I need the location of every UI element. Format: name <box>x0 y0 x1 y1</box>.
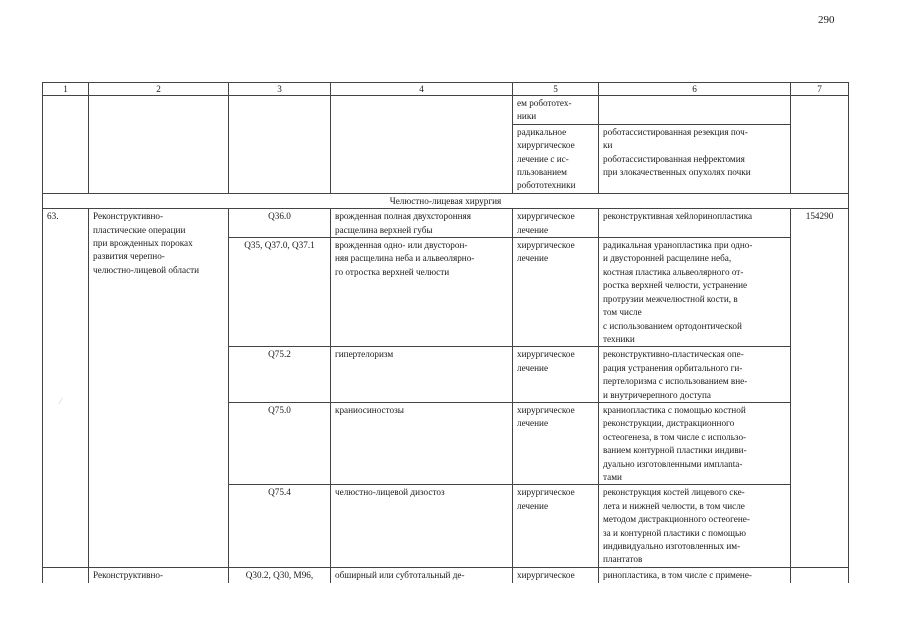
icd-codes-cell: Q35, Q37.0, Q37.1 <box>229 238 331 347</box>
table-row <box>43 96 849 125</box>
empty-cell <box>43 567 89 583</box>
icd-codes-cell: Q30.2, Q30, M96, <box>229 567 331 583</box>
item-number: 63. <box>43 209 89 568</box>
treatment-type-cell: хирургическое <box>513 567 599 583</box>
disease-cell: врожденная одно- или двусторон- няя расщелина неба и альвеолярно- го отростка верхней челюсти <box>331 238 513 347</box>
icd-codes-cell: Q36.0 <box>229 209 331 238</box>
item-name-cell: Реконструктивно- <box>89 567 229 583</box>
header-cell: 6 <box>599 83 791 96</box>
method-cell: реконструкция костей лицевого ске- лета и нижней челюсти, в том числе методом дистракционного остеогене- за и контурной пластики с помощью индивидуально изготовленных им- плантатов <box>599 485 791 567</box>
section-title: Челюстно-лицевая хирургия <box>43 193 849 208</box>
empty-cell <box>791 567 849 583</box>
treatment-type-cell: хирургическое лечение <box>513 238 599 347</box>
scan-mark: ⁄ <box>60 396 62 406</box>
empty-cell <box>43 96 89 194</box>
header-cell: 1 <box>43 83 89 96</box>
treatment-type-cell: хирургическое лечение <box>513 209 599 238</box>
empty-cell <box>791 96 849 194</box>
header-cell: 5 <box>513 83 599 96</box>
method-cell: краниопластика с помощью костной реконструкции, дистракционного остеогенеза, в том числе с использо- ванием контурной пластики индиви- дуально изготовленными имплanta- тами <box>599 402 791 484</box>
method-cell: роботассистированная резекция поч- ки роботассистированная нефректомия при злокачественных опухолях почки <box>599 124 791 193</box>
treatment-type-cell: радикальное хирургическое лечение с ис- пльзованием робототехники <box>513 124 599 193</box>
empty-cell <box>229 96 331 194</box>
section-header-row <box>43 193 849 208</box>
icd-codes-cell: Q75.2 <box>229 347 331 403</box>
disease-cell: обширный или субтотальный де- <box>331 567 513 583</box>
price-cell: 154290 <box>791 209 849 568</box>
method-cell: радикальная уранопластика при одно- и двусторонней расщелине неба, костная пластика альвеолярного от- ростка верхней челюсти, устранение протрузии межчелюстной кости, в том числе с использованием ортодонтической техники <box>599 238 791 347</box>
table-row <box>43 209 849 238</box>
header-cell: 7 <box>791 83 849 96</box>
header-cell: 4 <box>331 83 513 96</box>
method-cell: реконструктивно-пластическая опе- рация устранения орбитального ги- пертелоризма с использованием вне- и внутричерепного доступа <box>599 347 791 403</box>
table-row-cut <box>43 567 849 583</box>
disease-cell: врожденная полная двухсторонняя расщелина верхней губы <box>331 209 513 238</box>
method-cell: ринопластика, в том числе с примене- <box>599 567 791 583</box>
header-cell: 3 <box>229 83 331 96</box>
empty-cell <box>331 96 513 194</box>
header-row <box>43 83 849 96</box>
empty-cell <box>89 96 229 194</box>
treatment-type-cell: ем робототех- ники <box>513 96 599 125</box>
treatment-table <box>42 82 849 583</box>
method-cell: реконструктивная хейлоринопластика <box>599 209 791 238</box>
header-cell: 2 <box>89 83 229 96</box>
treatment-type-cell: хирургическое лечение <box>513 347 599 403</box>
item-name-cell: Реконструктивно- пластические операции при врожденных пороках развития черепно- челюстно-лицевой области <box>89 209 229 568</box>
disease-cell: челюстно-лицевой дизостоз <box>331 485 513 567</box>
disease-cell: гипертелоризм <box>331 347 513 403</box>
disease-cell: краниосиностозы <box>331 402 513 484</box>
icd-codes-cell: Q75.4 <box>229 485 331 567</box>
method-cell <box>599 96 791 125</box>
icd-codes-cell: Q75.0 <box>229 402 331 484</box>
treatment-type-cell: хирургическое лечение <box>513 485 599 567</box>
page-number: 290 <box>818 14 835 26</box>
treatment-type-cell: хирургическое лечение <box>513 402 599 484</box>
